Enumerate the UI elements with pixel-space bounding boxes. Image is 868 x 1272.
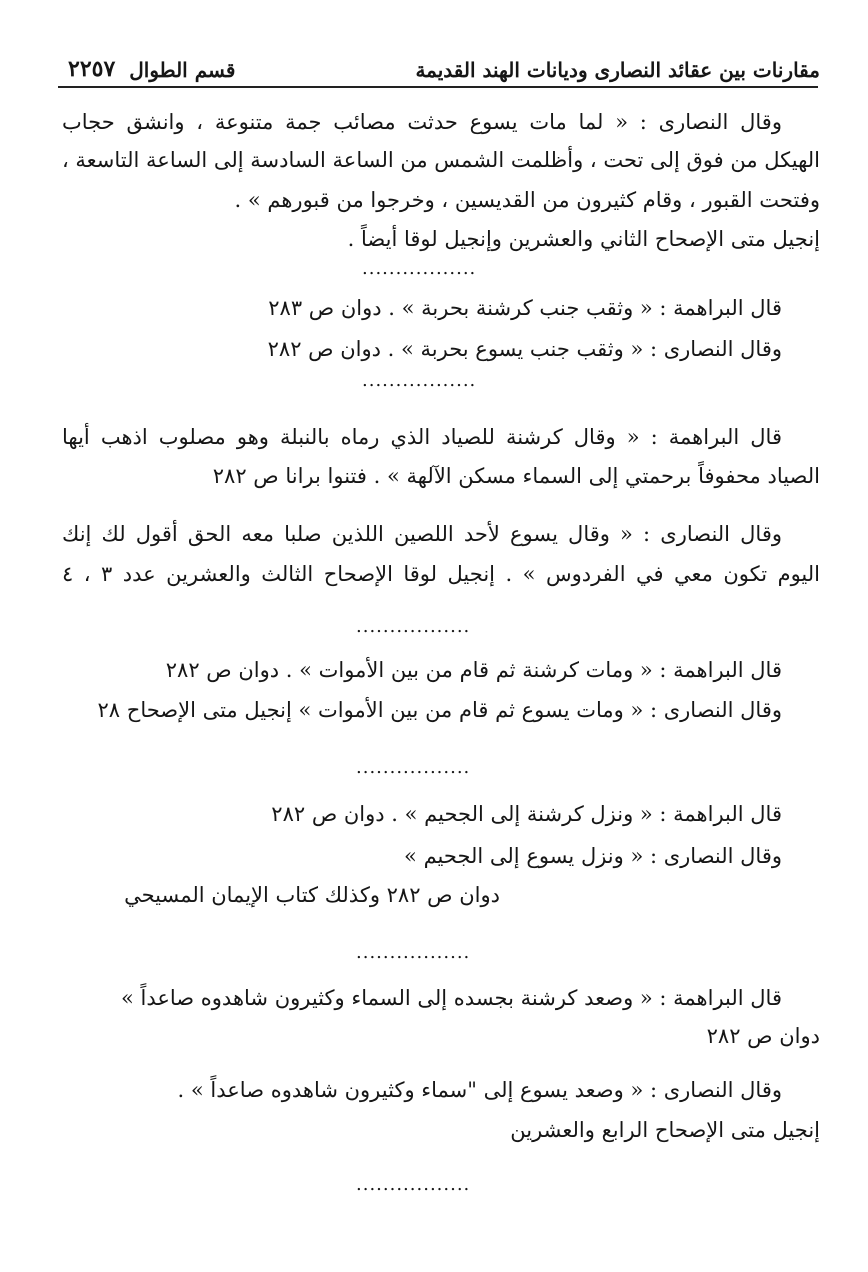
separator-dots: ................. — [356, 757, 471, 778]
text-line: الهيكل من فوق إلى تحت ، وأظلمت الشمس من الساعة السادسة إلى الساعة التاسعة ، — [61, 148, 820, 172]
text-line: الصياد محفوفاً برحمتي إلى السماء مسكن الآلهة » . فتنوا برانا ص ٢٨٢ — [212, 464, 820, 488]
text-line: وقال النصارى : « وصعد يسوع إلى "سماء وكثيرون شاهدوه صاعداً » . — [177, 1078, 782, 1102]
text-line: وقال النصارى : « ومات يسوع ثم قام من بين الأموات » إنجيل متى الإصحاح ٢٨ — [97, 698, 782, 722]
book-title: مقارنات بين عقائد النصارى وديانات الهند القديمة — [415, 58, 820, 82]
section-name: قسم الطوال — [129, 58, 236, 82]
separator-dots: ................. — [356, 942, 471, 963]
header-left-group — [62, 56, 235, 82]
text-line: قال البراهمة : « ومات كرشنة ثم قام من بين الأموات » . دوان ص ٢٨٢ — [165, 658, 782, 682]
text-line: اليوم تكون معي في الفردوس » . إنجيل لوقا الإصحاح الثالث والعشرين عدد ٣ ، ٤ — [62, 562, 820, 586]
text-line: إنجيل متى الإصحاح الثاني والعشرين وإنجيل لوقا أيضاً . — [347, 227, 820, 251]
text-line: وقال النصارى : « لما مات يسوع حدثت مصائب جمة متنوعة ، وانشق حجاب — [62, 110, 782, 134]
page-number: ٢٢٥٧ — [68, 56, 116, 82]
header-rule — [58, 86, 818, 88]
text-line: قال البراهمة : « وصعد كرشنة بجسده إلى السماء وكثيرون شاهدوه صاعداً » — [120, 986, 782, 1010]
text-line: إنجيل متى الإصحاح الرابع والعشرين — [510, 1118, 820, 1142]
page-header — [62, 40, 820, 82]
separator-dots: ................. — [356, 1174, 471, 1195]
separator-dots: ................. — [362, 258, 477, 279]
text-line: دوان ص ٢٨٢ — [706, 1024, 820, 1048]
text-line: قال البراهمة : « وقال كرشنة للصياد الذي رماه بالنبلة وهو مصلوب اذهب أيها — [62, 425, 782, 449]
text-line: وقال النصارى : « ونزل يسوع إلى الجحيم » — [404, 844, 782, 868]
text-line: دوان ص ٢٨٢ وكذلك كتاب الإيمان المسيحي — [124, 883, 500, 907]
text-line: وقال النصارى : « وقال يسوع لأحد اللصين اللذين صلبا معه الحق أقول لك إنك — [62, 522, 782, 546]
text-line: وقال النصارى : « وثقب جنب يسوع بحربة » . دوان ص ٢٨٢ — [267, 337, 782, 361]
text-line: وفتحت القبور ، وقام كثيرون من القديسين ، وخرجوا من قبورهم » . — [234, 188, 820, 212]
separator-dots: ................. — [356, 616, 471, 637]
separator-dots: ................. — [362, 370, 477, 391]
text-line: قال البراهمة : « ونزل كرشنة إلى الجحيم » . دوان ص ٢٨٢ — [271, 802, 782, 826]
text-line: قال البراهمة : « وثقب جنب كرشنة بحربة » . دوان ص ٢٨٣ — [268, 296, 782, 320]
